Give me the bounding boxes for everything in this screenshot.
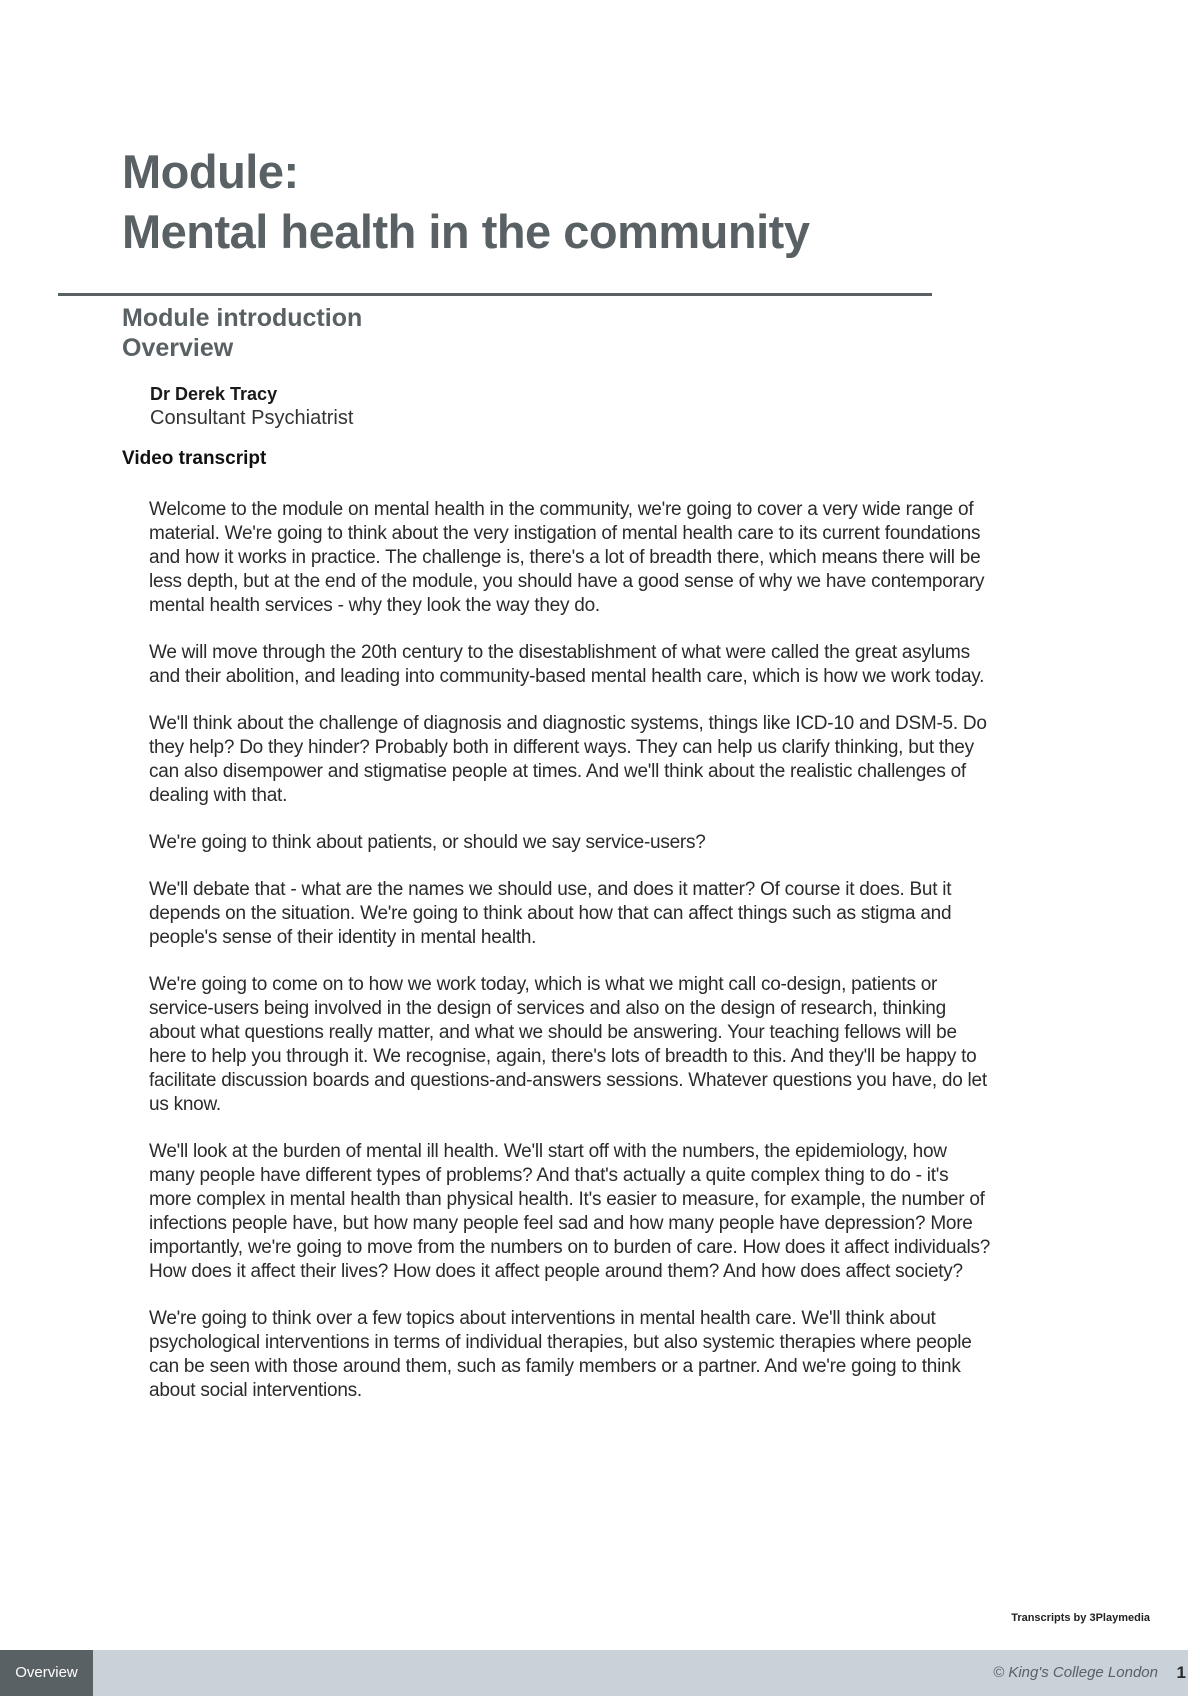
section-title: Module introduction <box>122 304 363 332</box>
speaker-block <box>150 382 353 430</box>
speaker-role: Consultant Psychiatrist <box>150 407 354 429</box>
transcript-credit: Transcripts by 3Playmedia <box>1011 1612 1150 1624</box>
speaker-name: Dr Derek Tracy <box>150 384 278 404</box>
footer-section-tab: Overview <box>0 1650 93 1696</box>
title-line-2: Mental health in the community <box>122 205 810 258</box>
title-line-1: Module: <box>122 145 299 198</box>
transcript-paragraph: We'll think about the challenge of diagnosis and diagnostic systems, things like ICD-10 and DSM-5. Do they help? Do they hinder? Probably both in different ways. They can help us clarify thinking, but they can also disempower and stigmatise people at times. And we'll think about the realistic challenges of dealing with that. <box>149 713 987 806</box>
transcript-paragraph: We're going to come on to how we work today, which is what we might call co-design, patients or service-users being involved in the design of services and also on the design of research, thinking about what questions really matter, and what we should be answering. Your teaching fellows will be here to help you through it. We recognise, again, there's lots of breadth to this. And they'll be happy to facilitate discussion boards and questions-and-answers sessions. Whatever questions you have, do let us know. <box>149 974 987 1115</box>
subsection-title: Overview <box>122 334 234 362</box>
transcript-paragraph: We're going to think about patients, or should we say service-users? <box>149 832 706 853</box>
transcript-body <box>149 498 994 1426</box>
transcript-heading: Video transcript <box>122 448 267 469</box>
page-title <box>122 142 1022 262</box>
page-number: 1 <box>1176 1663 1186 1682</box>
transcript-paragraph: We will move through the 20th century to the disestablishment of what were called the great asylums and their abolition, and leading into community-based mental health care, which is how we work today. <box>149 642 985 687</box>
transcript-paragraph: Welcome to the module on mental health in the community, we're going to cover a very wide range of material. We're going to think about the very instigation of mental health care to its current foundations and how it works in practice. The challenge is, there's a lot of breadth there, which means there will be less depth, but at the end of the module, you should have a good sense of why we have contemporary mental health services - why they look the way they do. <box>149 499 985 616</box>
transcript-paragraph: We're going to think over a few topics about interventions in mental health care. We'll think about psychological interventions in terms of individual therapies, but also systemic therapies where people can be seen with those around them, such as family members or a partner. And we're going to think about social interventions. <box>149 1308 972 1401</box>
footer-copyright: © King's College London <box>993 1664 1158 1681</box>
transcript-paragraph: We'll look at the burden of mental ill health. We'll start off with the numbers, the epidemiology, how many people have different types of problems? And that's actually a quite complex thing to do - it's more complex in mental health than physical health. It's easier to measure, for example, the number of infections people have, but how many people feel sad and how many people have depression? More importantly, we're going to move from the numbers on to burden of care. How does it affect individuals? How does it affect their lives? How does it affect people around them? And how does affect society? <box>149 1141 991 1282</box>
transcript-paragraph: We'll debate that - what are the names we should use, and does it matter? Of course it does. But it depends on the situation. We're going to think about how that can affect things such as stigma and people's sense of their identity in mental health. <box>149 879 952 948</box>
section-heading <box>122 303 362 363</box>
page-footer <box>0 1650 1188 1696</box>
title-divider <box>58 293 932 296</box>
